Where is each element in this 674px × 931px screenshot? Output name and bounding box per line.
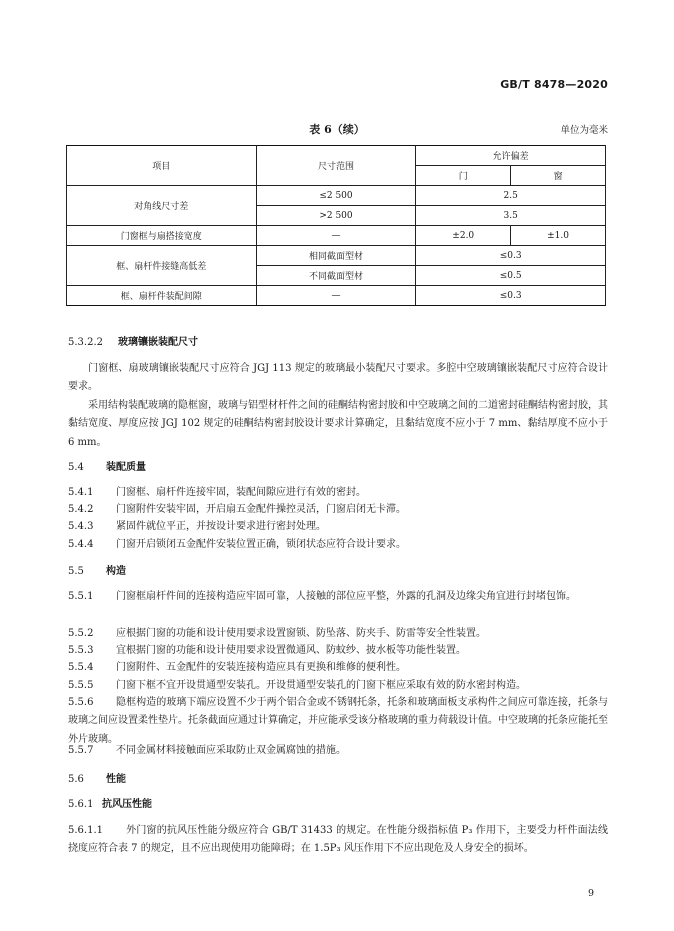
header-door: 门 — [416, 166, 511, 186]
tolerance-table — [66, 145, 606, 306]
item-5-5-3 — [68, 642, 608, 660]
row-joint-label: 框、扇杆件接缝高低差 — [67, 246, 257, 286]
item-text: 门窗附件安装牢固，开启扇五金配件操控灵活，门窗启闭无卡滞。 — [116, 504, 406, 515]
row-overlap-label: 门窗框与扇搭接宽度 — [67, 226, 257, 246]
section-5-3-2-2-para-1 — [68, 360, 608, 397]
item-5-4-1 — [68, 484, 608, 502]
item-text: 不同金属材料接触面应采取防止双金属腐蚀的措施。 — [116, 745, 346, 756]
item-number: 5.5.5 — [68, 680, 94, 691]
item-5-5-2 — [68, 625, 608, 643]
item-text: 紧固件就位平正，并按设计要求进行密封处理。 — [116, 521, 326, 532]
row-joint-value-2: ≤0.5 — [416, 266, 606, 286]
section-5-5-heading — [68, 563, 126, 580]
item-number: 5.5.4 — [68, 662, 94, 673]
item-text: 宜根据门窗的功能和设计使用要求设置微通风、防蚊纱、披水板等功能性装置。 — [116, 645, 466, 656]
section-5-4-heading — [68, 459, 146, 476]
item-number: 5.5.1 — [68, 591, 94, 602]
item-number: 5.4.4 — [68, 539, 94, 550]
row-overlap-window: ±1.0 — [511, 226, 606, 246]
item-text: 门窗框扇杆件间的连接构造应牢固可靠，人接触的部位应平整，外露的孔洞及边缘尖角宜进行封堵包饰。 — [116, 591, 576, 602]
item-text: 门窗开启锁闭五金配件安装位置正确，锁闭状态应符合设计要求。 — [116, 539, 406, 550]
item-5-5-7 — [68, 742, 608, 760]
section-number: 5.3.2.2 — [68, 337, 103, 348]
item-5-4-2 — [68, 501, 608, 519]
row-joint-range-1: 相同截面型材 — [256, 246, 416, 266]
item-5-4-3 — [68, 518, 608, 536]
row-diag-label: 对角线尺寸差 — [67, 186, 257, 226]
item-text: 外门窗的抗风压性能分级应符合 GB/T 31433 的规定。在性能分级指标值 P₃ 作用下，主要受力杆件面法线挠度应符合表 7 的规定，且不应出现使用功能障碍；在 1.5P₃ 风压作用下不应出现危及人身安全的损坏。 — [68, 825, 608, 855]
item-text: 门窗下框不宜开设贯通型安装孔。开设贯通型安装孔的门窗下框应采取有效的防水密封构造。 — [116, 680, 526, 691]
item-5-5-1 — [68, 588, 608, 606]
section-number: 5.6.1 — [68, 799, 94, 810]
item-number: 5.5.3 — [68, 645, 94, 656]
row-gap-value: ≤0.3 — [416, 286, 606, 306]
row-gap-label: 框、扇杆件装配间隙 — [67, 286, 257, 306]
header-allowed: 允许偏差 — [416, 146, 606, 166]
item-number: 5.5.7 — [68, 745, 94, 756]
item-text: 门窗附件、五金配件的安装连接构造应具有更换和维修的便利性。 — [116, 662, 406, 673]
item-number: 5.5.6 — [68, 697, 94, 708]
item-5-6-1-1 — [68, 822, 608, 859]
section-title: 构造 — [106, 566, 126, 577]
table-unit: 单位为毫米 — [560, 125, 608, 136]
header-item: 项目 — [67, 146, 257, 186]
header-window: 窗 — [511, 166, 606, 186]
item-number: 5.5.2 — [68, 628, 94, 639]
section-number: 5.5 — [68, 566, 84, 577]
paragraph-text: 门窗框、扇玻璃镶嵌装配尺寸应符合 JGJ 113 规定的玻璃最小装配尺寸要求。多腔中空玻璃镶嵌装配尺寸应符合设计要求。 — [68, 363, 608, 393]
row-diag-value-1: 2.5 — [416, 186, 606, 206]
item-5-4-4 — [68, 536, 608, 554]
section-5-3-2-2-heading — [68, 334, 198, 351]
header-range: 尺寸范围 — [256, 146, 416, 186]
row-diag-range-2: >2 500 — [256, 206, 416, 226]
section-title: 装配质量 — [106, 462, 146, 473]
row-overlap-door: ±2.0 — [416, 226, 511, 246]
section-5-6-1-heading — [68, 796, 152, 813]
item-5-5-4 — [68, 659, 608, 677]
item-5-5-6 — [68, 694, 608, 749]
section-5-3-2-2-para-2 — [68, 397, 608, 452]
section-number: 5.4 — [68, 462, 84, 473]
row-gap-range: — — [256, 286, 416, 306]
row-diag-range-1: ≤2 500 — [256, 186, 416, 206]
standard-code: GB/T 8478—2020 — [500, 78, 608, 91]
item-text: 应根据门窗的功能和设计使用要求设置窗锁、防坠落、防夹手、防雷等安全性装置。 — [116, 628, 486, 639]
section-5-6-heading — [68, 771, 126, 788]
item-number: 5.6.1.1 — [68, 825, 103, 836]
paragraph-text: 采用结构装配玻璃的隐框窗，玻璃与铝型材杆件之间的硅酮结构密封胶和中空玻璃之间的二道密封硅酮结构密封胶，其黏结宽度、厚度应按 JGJ 102 规定的硅酮结构密封胶设计要求计算确定，且黏结宽度不应小于 7 mm、黏结厚度不应小于 6 mm。 — [68, 400, 608, 448]
table-title: 表 6（续） — [309, 123, 365, 136]
section-title: 性能 — [106, 774, 126, 785]
row-joint-range-2: 不同截面型材 — [256, 266, 416, 286]
item-number: 5.4.2 — [68, 504, 94, 515]
item-number: 5.4.1 — [68, 487, 94, 498]
section-number: 5.6 — [68, 774, 84, 785]
item-5-5-5 — [68, 677, 608, 695]
row-joint-value-1: ≤0.3 — [416, 246, 606, 266]
row-overlap-range: — — [256, 226, 416, 246]
page-number: 9 — [587, 888, 594, 899]
item-number: 5.4.3 — [68, 521, 94, 532]
row-diag-value-2: 3.5 — [416, 206, 606, 226]
section-title: 抗风压性能 — [102, 799, 152, 810]
section-title: 玻璃镶嵌装配尺寸 — [118, 337, 198, 348]
item-text: 门窗框、扇杆件连接牢固，装配间隙应进行有效的密封。 — [116, 487, 366, 498]
item-text: 隐框构造的玻璃下端应设置不少于两个铝合金或不锈钢托条，托条和玻璃面板支承构件之间应可靠连接，托条与玻璃之间应设置柔性垫片。托条截面应通过计算确定，并应能承受该分格玻璃的重力荷载设计值。中空玻璃的托条应能托至外片玻璃。 — [68, 697, 608, 745]
